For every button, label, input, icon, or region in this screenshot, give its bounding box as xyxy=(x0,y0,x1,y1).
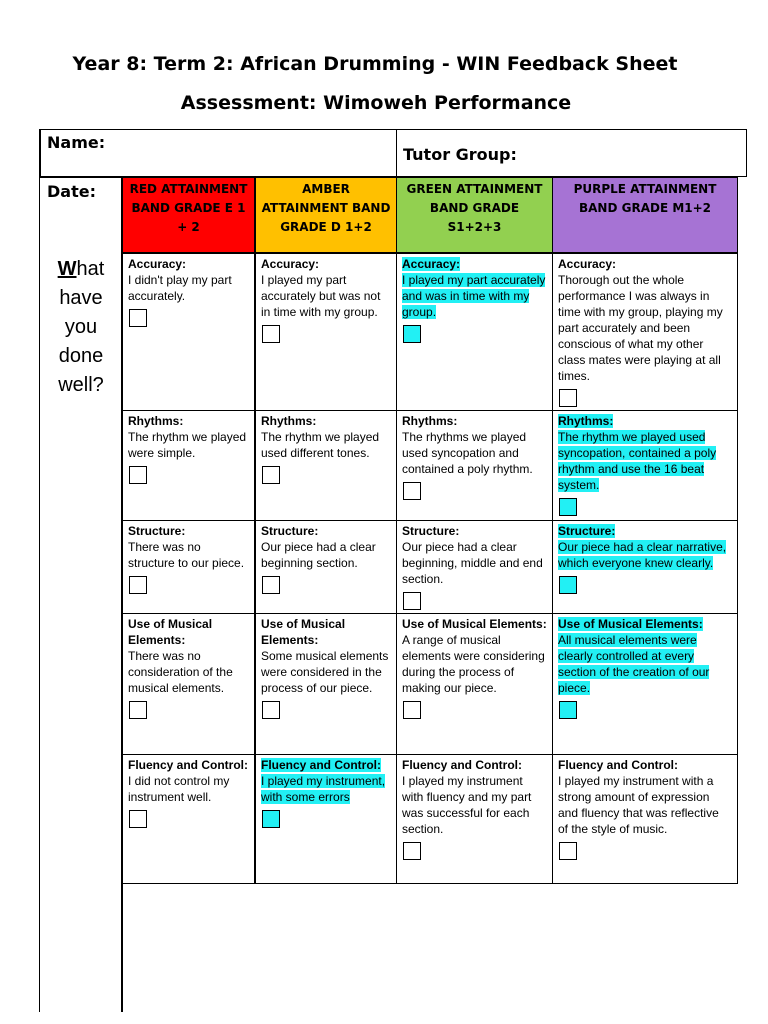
criteria-description: I did not control my instrument well. xyxy=(128,774,230,804)
date-label: Date: xyxy=(47,182,96,201)
page-subtitle: Assessment: Wimoweh Performance xyxy=(180,92,572,114)
criteria-description: I played my part accurately but was not in time with my group. xyxy=(261,273,381,319)
criteria-heading: Accuracy: xyxy=(402,257,461,271)
tutor-group-label: Tutor Group: xyxy=(403,145,517,164)
checkbox[interactable] xyxy=(129,466,147,484)
checkbox[interactable] xyxy=(559,498,577,516)
criteria-description: Some musical elements were considered in the process of our piece. xyxy=(261,649,389,695)
criteria-heading: Fluency and Control: xyxy=(128,758,248,772)
criteria-heading: Fluency and Control: xyxy=(558,758,678,772)
criteria-description: I played my instrument with fluency and my part was successful for each section. xyxy=(402,774,532,836)
criteria-heading: Fluency and Control: xyxy=(261,758,381,772)
page-title: Year 8: Term 2: African Drumming - WIN Feedback Sheet xyxy=(72,53,678,75)
criteria-heading: Rhythms: xyxy=(261,414,317,428)
criteria-heading: Use of Musical Elements: xyxy=(558,617,703,631)
criteria-description: I played my instrument, with some errors xyxy=(261,774,386,804)
criteria-cell xyxy=(396,754,553,884)
criteria-description: I didn't play my part accurately. xyxy=(128,273,232,303)
band-label: RED ATTAINMENT BAND GRADE E 1 + 2 xyxy=(129,182,248,234)
attainment-band-header xyxy=(552,177,738,253)
criteria-heading: Use of Musical Elements: xyxy=(261,617,346,647)
checkbox[interactable] xyxy=(559,701,577,719)
criteria-description: The rhythm we played used syncopation, contained a poly rhythm and use the 16 beat system. xyxy=(558,430,717,492)
criteria-cell xyxy=(255,520,397,614)
criteria-heading: Use of Musical Elements: xyxy=(402,617,547,631)
criteria-description: Our piece had a clear narrative, which everyone knew clearly. xyxy=(558,540,727,570)
criteria-heading: Accuracy: xyxy=(558,257,617,271)
criteria-cell xyxy=(122,520,255,614)
side-question-text: hat have you done well? xyxy=(58,258,105,396)
checkbox[interactable] xyxy=(262,701,280,719)
criteria-cell xyxy=(552,520,738,614)
date-top-border xyxy=(40,177,122,178)
criteria-cell xyxy=(552,754,738,884)
name-label: Name: xyxy=(47,133,106,152)
checkbox[interactable] xyxy=(403,482,421,500)
criteria-cell xyxy=(396,613,553,755)
band-label: PURPLE ATTAINMENT BAND GRADE M1+2 xyxy=(573,182,717,215)
criteria-heading: Structure: xyxy=(558,524,616,538)
criteria-description: A range of musical elements were considering during the process of making our piece. xyxy=(402,633,545,695)
checkbox[interactable] xyxy=(403,701,421,719)
checkbox[interactable] xyxy=(403,325,421,343)
checkbox[interactable] xyxy=(129,701,147,719)
criteria-description: There was no consideration of the musical elements. xyxy=(128,649,233,695)
checkbox[interactable] xyxy=(403,592,421,610)
criteria-cell xyxy=(122,613,255,755)
criteria-heading: Rhythms: xyxy=(558,414,614,428)
criteria-heading: Accuracy: xyxy=(128,257,187,271)
criteria-cell xyxy=(122,754,255,884)
criteria-description: Thorough out the whole performance I was always in time with my group, playing my part accurately and been conscious of what my other class mates were playing at all times. xyxy=(558,273,723,383)
band-label: GREEN ATTAINMENT BAND GRADE S1+2+3 xyxy=(406,182,543,234)
checkbox[interactable] xyxy=(559,576,577,594)
attainment-band-header xyxy=(122,177,255,253)
checkbox[interactable] xyxy=(129,810,147,828)
criteria-cell xyxy=(552,253,738,411)
checkbox[interactable] xyxy=(403,842,421,860)
criteria-description: All musical elements were clearly controlled at every section of the creation of our piece. xyxy=(558,633,710,695)
criteria-heading: Rhythms: xyxy=(402,414,458,428)
checkbox[interactable] xyxy=(559,842,577,860)
criteria-description: I played my part accurately and was in time with my group. xyxy=(402,273,546,319)
checkbox[interactable] xyxy=(262,576,280,594)
criteria-heading: Use of Musical Elements: xyxy=(128,617,213,647)
criteria-cell xyxy=(255,613,397,755)
criteria-cell xyxy=(255,754,397,884)
criteria-cell xyxy=(396,410,553,521)
criteria-cell xyxy=(122,410,255,521)
criteria-description: The rhythm we played were simple. xyxy=(128,430,247,460)
criteria-cell xyxy=(552,410,738,521)
criteria-cell xyxy=(122,253,255,411)
criteria-description: There was no structure to our piece. xyxy=(128,540,245,570)
checkbox[interactable] xyxy=(262,466,280,484)
side-question-first-letter: W xyxy=(57,258,77,280)
criteria-description: Our piece had a clear beginning section. xyxy=(261,540,376,570)
criteria-cell xyxy=(396,520,553,614)
left-border xyxy=(39,129,40,1012)
criteria-heading: Structure: xyxy=(128,524,186,538)
checkbox[interactable] xyxy=(129,576,147,594)
attainment-band-header xyxy=(396,177,553,253)
criteria-cell xyxy=(255,253,397,411)
checkbox[interactable] xyxy=(129,309,147,327)
criteria-heading: Fluency and Control: xyxy=(402,758,522,772)
criteria-description: Our piece had a clear beginning, middle and end section. xyxy=(402,540,543,586)
checkbox[interactable] xyxy=(262,325,280,343)
criteria-heading: Structure: xyxy=(402,524,460,538)
criteria-description: The rhythm we played used different tones. xyxy=(261,430,380,460)
checkbox[interactable] xyxy=(262,810,280,828)
criteria-heading: Structure: xyxy=(261,524,319,538)
criteria-heading: Rhythms: xyxy=(128,414,184,428)
criteria-cell xyxy=(396,253,553,411)
criteria-description: The rhythms we played used syncopation and contained a poly rhythm. xyxy=(402,430,533,476)
criteria-description: I played my instrument with a strong amount of expression and fluency that was reflective of the style of music. xyxy=(558,774,719,836)
band-label: AMBER ATTAINMENT BAND GRADE D 1+2 xyxy=(261,182,391,234)
criteria-cell xyxy=(255,410,397,521)
attainment-band-header xyxy=(255,177,397,253)
side-question xyxy=(44,255,118,400)
checkbox[interactable] xyxy=(559,389,577,407)
criteria-cell xyxy=(552,613,738,755)
criteria-heading: Accuracy: xyxy=(261,257,320,271)
